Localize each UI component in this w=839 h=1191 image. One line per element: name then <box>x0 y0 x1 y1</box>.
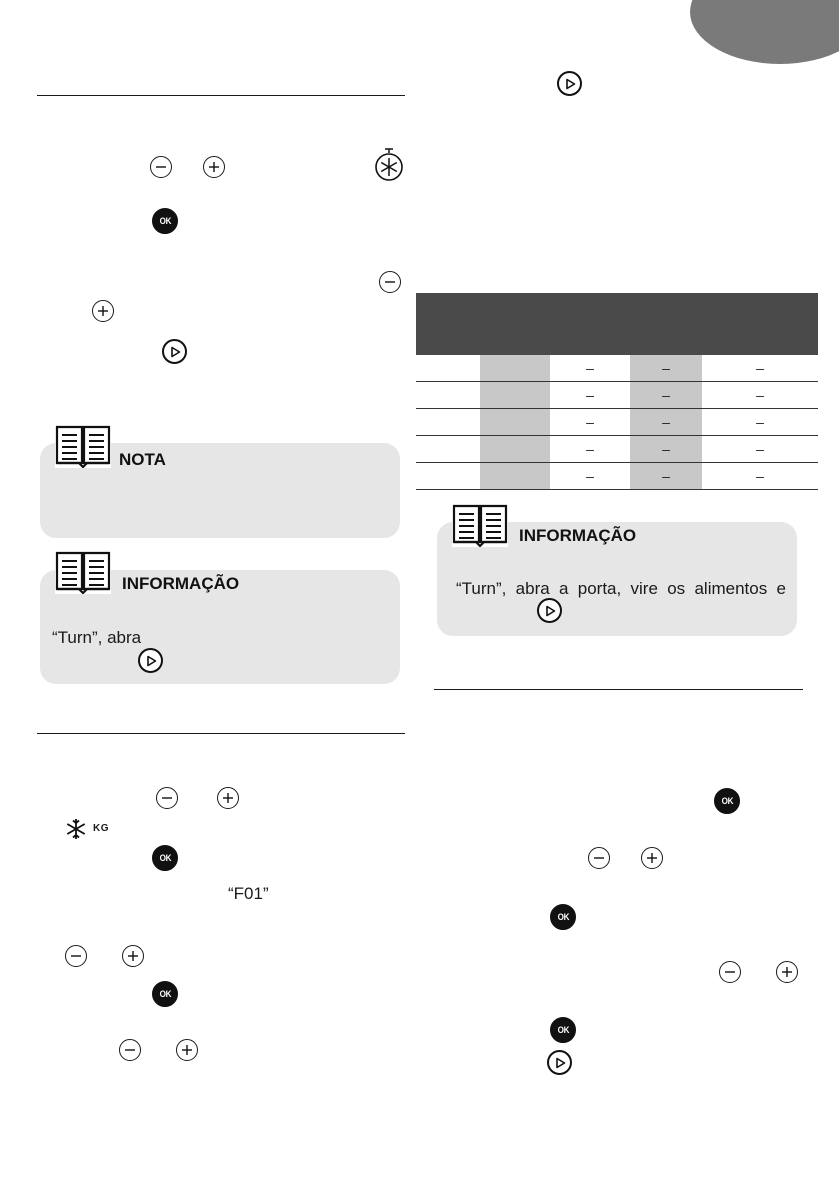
info-title-left: INFORMAÇÃO <box>122 574 240 593</box>
plus-button-icon <box>217 787 239 809</box>
table-row <box>416 463 818 490</box>
table-row <box>416 355 818 382</box>
table-cell: – <box>550 355 630 382</box>
section-rule-bottom-left <box>37 733 405 734</box>
ok-button-icon: OK <box>152 208 178 234</box>
table-cell: – <box>550 409 630 436</box>
table-header-cell <box>416 293 480 355</box>
book-icon <box>452 503 508 552</box>
play-button-icon <box>557 71 582 96</box>
table-cell: – <box>630 355 702 382</box>
info-title-right: INFORMAÇÃO <box>519 526 637 545</box>
table-header-row <box>416 293 818 355</box>
table-row <box>416 409 818 436</box>
minus-button-icon <box>588 847 610 869</box>
table-cell: – <box>630 436 702 463</box>
ok-button-icon: OK <box>152 845 178 871</box>
table-cell <box>416 409 480 436</box>
plus-button-icon <box>122 945 144 967</box>
snowflake-weight-icon <box>65 818 111 840</box>
table-cell <box>416 382 480 409</box>
table-cell <box>416 463 480 490</box>
table-cell <box>480 463 550 490</box>
table-cell: – <box>550 436 630 463</box>
minus-button-icon <box>65 945 87 967</box>
book-icon <box>55 550 111 599</box>
minus-button-icon <box>379 271 401 293</box>
table-cell <box>480 409 550 436</box>
ok-button-icon: OK <box>550 904 576 930</box>
play-button-icon <box>162 339 187 364</box>
plus-button-icon <box>641 847 663 869</box>
ok-button-icon: OK <box>152 981 178 1007</box>
play-button-icon <box>547 1050 572 1075</box>
table-header-cell <box>480 293 550 355</box>
table-cell: – <box>702 463 818 490</box>
error-code-text: “F01” <box>228 884 269 903</box>
play-button-icon <box>537 598 562 623</box>
defrost-table <box>416 293 818 490</box>
table-header-cell <box>630 293 702 355</box>
section-rule-top-left <box>37 95 405 96</box>
table-cell <box>416 436 480 463</box>
table-cell <box>416 355 480 382</box>
play-button-icon <box>138 648 163 673</box>
table-cell: – <box>630 382 702 409</box>
table-row <box>416 382 818 409</box>
table-cell: – <box>630 409 702 436</box>
table-header-cell <box>702 293 818 355</box>
table-cell <box>480 382 550 409</box>
book-icon <box>55 424 111 473</box>
plus-button-icon <box>203 156 225 178</box>
plus-button-icon <box>776 961 798 983</box>
nota-title: NOTA <box>119 450 166 469</box>
minus-button-icon <box>719 961 741 983</box>
table-cell: – <box>550 463 630 490</box>
snowflake-timer-icon <box>374 148 404 182</box>
table-cell <box>480 355 550 382</box>
info-text-right: “Turn”, abra a porta, vire os alimentos e <box>456 579 786 598</box>
weight-unit-label: KG <box>93 823 109 834</box>
table-row <box>416 436 818 463</box>
table-cell: – <box>702 436 818 463</box>
table-cell: – <box>702 382 818 409</box>
table-cell: – <box>702 355 818 382</box>
minus-button-icon <box>156 787 178 809</box>
table-cell <box>480 436 550 463</box>
table-header-cell <box>550 293 630 355</box>
chapter-tab <box>690 0 839 64</box>
ok-button-icon: OK <box>714 788 740 814</box>
table-cell: – <box>630 463 702 490</box>
table-cell: – <box>702 409 818 436</box>
table-cell: – <box>550 382 630 409</box>
ok-button-icon: OK <box>550 1017 576 1043</box>
minus-button-icon <box>119 1039 141 1061</box>
info-text-left: “Turn”, abra <box>52 628 142 647</box>
section-rule-right <box>434 689 803 690</box>
plus-button-icon <box>92 300 114 322</box>
plus-button-icon <box>176 1039 198 1061</box>
minus-button-icon <box>150 156 172 178</box>
